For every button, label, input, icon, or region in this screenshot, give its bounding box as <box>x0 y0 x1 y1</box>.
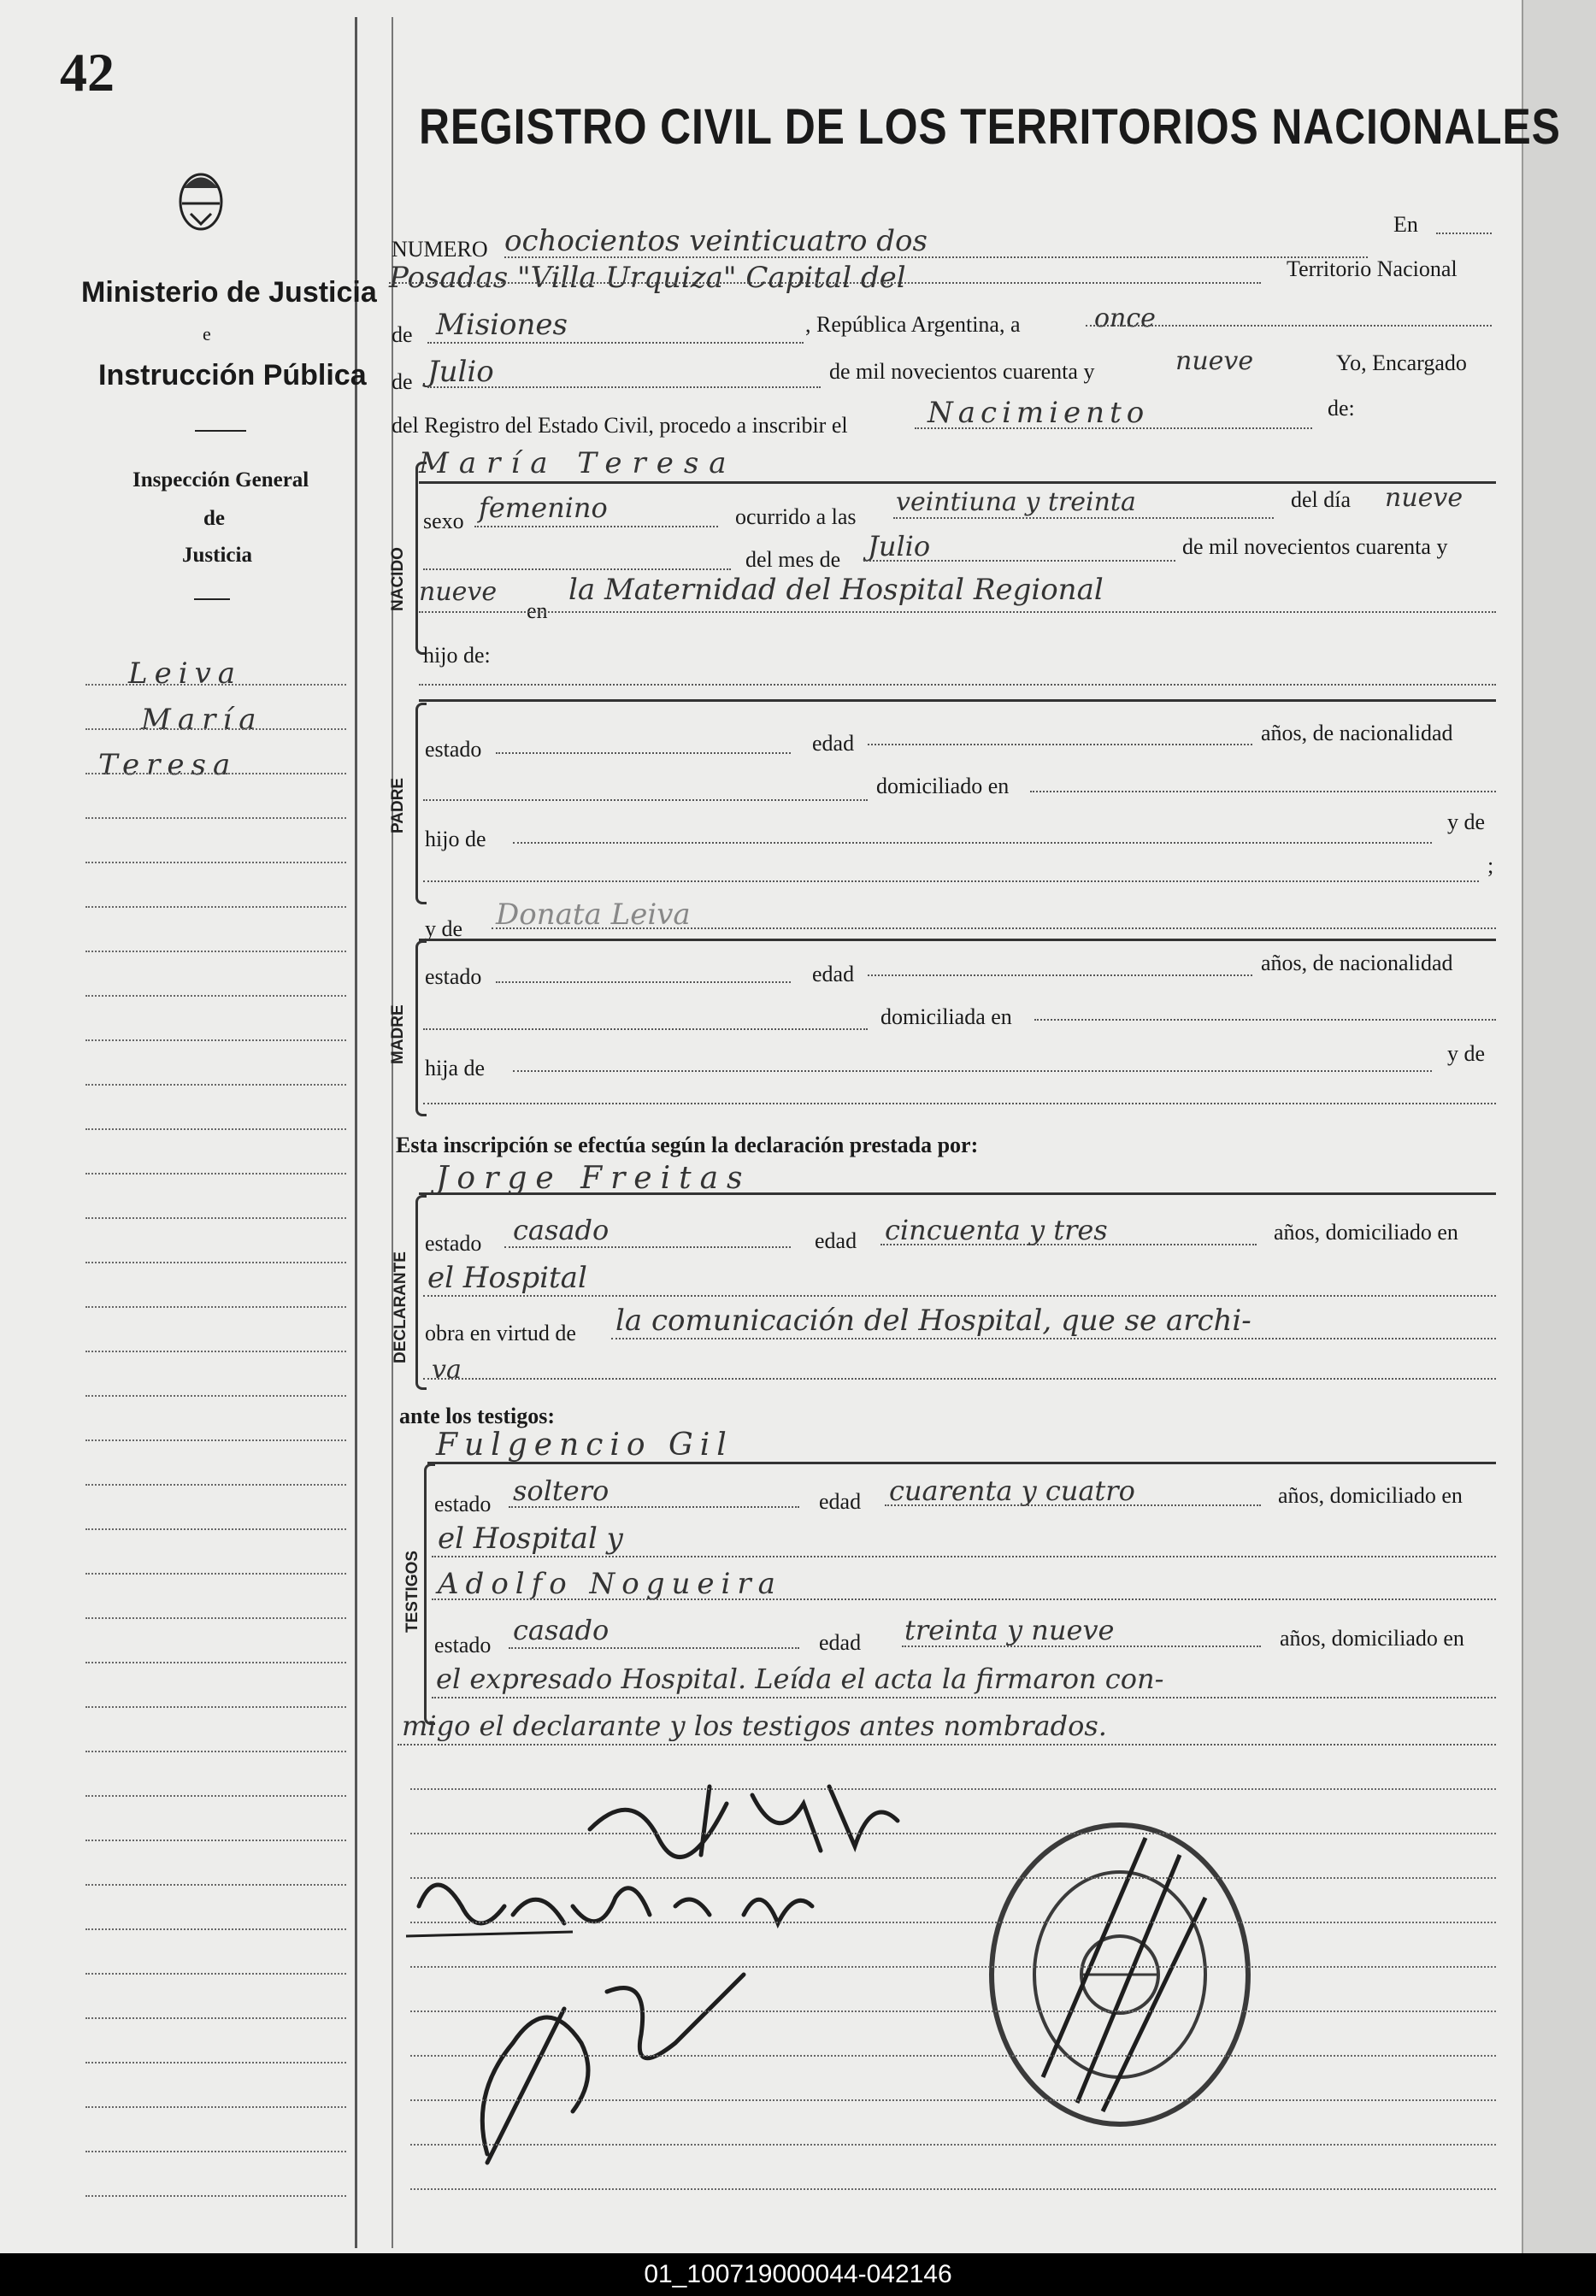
dotted-line <box>432 1598 1496 1600</box>
ruled-line <box>85 2195 346 2197</box>
padre-semicolon: ; <box>1487 853 1494 878</box>
ruled-line <box>85 1351 346 1352</box>
dotted-line <box>1436 233 1492 234</box>
ruled-line <box>85 1884 346 1886</box>
ruled-line <box>85 773 346 774</box>
ruled-line <box>85 2106 346 2108</box>
mes-label: del mes de <box>745 547 841 572</box>
testigos-label: TESTIGOS <box>403 1550 421 1633</box>
ruled-line <box>410 1922 1496 1923</box>
book-spine <box>1522 0 1596 2253</box>
dotted-line <box>504 1246 791 1248</box>
dotted-line <box>432 1556 1496 1557</box>
ruled-line <box>85 2062 346 2063</box>
sexo-label: sexo <box>423 509 464 533</box>
ruled-line <box>85 1128 346 1130</box>
declarante-address: el Hospital <box>427 1261 587 1295</box>
witness-2-estado-value: casado <box>513 1614 610 1646</box>
year-label: de mil novecientos cuarenta y <box>829 359 1095 384</box>
ruled-line <box>85 1751 346 1752</box>
nacido-year-label: de mil novecientos cuarenta y <box>1182 534 1448 559</box>
ruled-line <box>410 2144 1496 2146</box>
de-label: de <box>392 322 413 347</box>
ministry-line-3: Instrucción Pública <box>98 359 367 391</box>
dotted-line <box>427 386 821 388</box>
witness-1-address: el Hospital y <box>438 1522 623 1556</box>
ruled-line <box>85 1217 346 1219</box>
witness-1-anos-label: años, domiciliado en <box>1278 1483 1463 1508</box>
dotted-line <box>509 1506 799 1508</box>
ruled-line <box>410 1788 1496 1790</box>
year-value: nueve <box>1175 346 1254 376</box>
ruled-line <box>85 1084 346 1086</box>
margin-rule <box>392 17 393 2248</box>
ruled-line <box>85 1039 346 1041</box>
dotted-line <box>885 1504 1261 1506</box>
section-bracket <box>415 703 427 904</box>
dotted-line <box>419 611 1496 613</box>
padre-y-de-label: y de <box>1447 809 1486 834</box>
dotted-line <box>880 1244 1257 1245</box>
coat-of-arms-icon <box>175 162 227 235</box>
madre-name: Donata Leiva <box>496 898 691 932</box>
dotted-line <box>423 568 731 570</box>
dotted-line <box>496 981 791 983</box>
padre-domiciliado-label: domiciliado en <box>876 774 1010 798</box>
ruled-line <box>85 1928 346 1930</box>
madre-edad-label: edad <box>812 962 855 986</box>
ruled-line <box>85 1262 346 1263</box>
witness-2-anos-label: años, domiciliado en <box>1280 1626 1464 1651</box>
witness-2-address: el expresado Hospital. Leída el acta la firmaron con- <box>436 1663 1164 1695</box>
day-value: once <box>1094 303 1156 333</box>
madre-hija-label: hija de <box>425 1056 486 1080</box>
dotted-line <box>423 1028 868 1030</box>
declarante-edad-label: edad <box>815 1228 857 1253</box>
ocurrido-label: ocurrido a las <box>735 504 857 529</box>
dotted-line <box>509 1647 799 1649</box>
nacido-day-value: nueve <box>1385 483 1463 513</box>
ruled-line <box>85 951 346 952</box>
ruled-line <box>410 2055 1496 2057</box>
declarante-label: DECLARANTE <box>392 1251 409 1363</box>
de3-label: de: <box>1328 396 1355 421</box>
ruled-line <box>85 1840 346 1841</box>
sidebar-given-name-1: María <box>141 703 263 737</box>
del-dia-label: del día <box>1291 487 1352 512</box>
declarante-intro: Esta inscripción se efectúa según la declaración prestada por: <box>396 1133 979 1157</box>
territory-value: Misiones <box>436 308 568 342</box>
ruled-line <box>85 728 346 730</box>
dotted-line <box>513 842 1432 844</box>
padre-anos-label: años, de nacionalidad <box>1261 721 1453 745</box>
ruled-line <box>85 1439 346 1441</box>
madre-y-de2-label: y de <box>1447 1041 1486 1066</box>
section-bracket <box>415 462 427 655</box>
dotted-line <box>496 752 791 754</box>
ruled-line <box>85 1528 346 1530</box>
act-type-value: Nacimiento <box>928 396 1150 430</box>
madre-anos-label: años, de nacionalidad <box>1261 951 1453 975</box>
footer-image-id: 01_100719000044-042146 <box>0 2253 1596 2296</box>
ruled-line <box>85 1617 346 1619</box>
ruled-line <box>85 684 346 686</box>
witness-1-name: Fulgencio Gil <box>436 1428 733 1463</box>
obra-label: obra en virtud de <box>425 1321 576 1345</box>
official-stamp <box>975 1804 1265 2146</box>
declarante-estado-value: casado <box>513 1214 610 1246</box>
ruled-line <box>85 995 346 997</box>
witness-2-edad-label: edad <box>819 1630 862 1655</box>
en-label: en <box>527 598 548 623</box>
dotted-line <box>868 744 1252 745</box>
ruled-line <box>85 1662 346 1663</box>
sidebar-given-name-2: Teresa <box>98 748 238 782</box>
ruled-line <box>410 1877 1496 1879</box>
madre-y-de-label: y de <box>425 916 463 941</box>
dotted-line <box>868 974 1252 976</box>
madre-estado-label: estado <box>425 964 482 989</box>
dotted-line <box>427 342 804 344</box>
inspection-line-1: Inspección General <box>133 468 309 492</box>
sexo-value: femenino <box>479 492 608 524</box>
dotted-line <box>492 927 1496 929</box>
ruled-line <box>85 1395 346 1397</box>
nacido-year-value: nueve <box>419 577 498 607</box>
nacido-name: María Teresa <box>419 446 737 480</box>
birth-place-value: la Maternidad del Hospital Regional <box>568 573 1104 607</box>
dotted-line <box>1086 325 1492 327</box>
section-bracket <box>415 1195 427 1390</box>
ruled-line <box>85 2017 346 2019</box>
divider-line <box>194 598 230 600</box>
dotted-line <box>1034 1019 1496 1021</box>
solid-line <box>419 1192 1496 1195</box>
ruled-line <box>85 1795 346 1797</box>
nacido-month-value: Julio <box>868 530 931 562</box>
ruled-line <box>410 1833 1496 1834</box>
numero-value: ochocientos veinticuatro dos <box>504 224 928 258</box>
dotted-line <box>504 256 1368 258</box>
inspection-line-3: Justicia <box>182 544 252 567</box>
numero-label: NUMERO <box>392 237 488 262</box>
ruled-line <box>85 862 346 863</box>
padre-label: PADRE <box>389 777 407 833</box>
ruled-line <box>85 1484 346 1486</box>
obra-continuation: va <box>432 1355 462 1385</box>
yo-label: Yo, Encargado <box>1336 350 1467 375</box>
dotted-line <box>611 1338 1496 1339</box>
dotted-line <box>423 1295 1496 1297</box>
page-number: 42 <box>60 42 115 103</box>
dotted-line <box>423 880 1479 882</box>
sidebar-surname: Leiva <box>128 656 243 691</box>
dotted-line <box>423 1103 1496 1104</box>
ruled-line <box>85 817 346 819</box>
place-value: Posadas "Villa Urquiza" Capital del <box>389 261 906 295</box>
declarante-estado-label: estado <box>425 1231 482 1256</box>
republica-label: , República Argentina, a <box>805 312 1021 337</box>
en-label: En <box>1393 212 1418 237</box>
hour-value: veintiuna y treinta <box>896 487 1136 517</box>
ruled-line <box>410 2099 1496 2101</box>
dotted-line <box>389 282 1261 284</box>
witness-1-estado-value: soltero <box>513 1475 610 1507</box>
ruled-line <box>85 2151 346 2152</box>
witness-1-edad-value: cuarenta y cuatro <box>889 1475 1135 1507</box>
page-title: REGISTRO CIVIL DE LOS TERRITORIOS NACIONALES <box>419 99 1561 155</box>
solid-line <box>419 699 1496 702</box>
nacido-label: NACIDO <box>389 547 407 611</box>
madre-label: MADRE <box>389 1004 407 1064</box>
dotted-line <box>893 517 1274 519</box>
solid-line <box>427 1462 1496 1464</box>
dotted-line <box>902 1645 1261 1647</box>
month-value: Julio <box>427 355 494 389</box>
dotted-line <box>423 1378 1496 1380</box>
witness-2-name: Adolfo Nogueira <box>438 1567 782 1601</box>
ministry-line-1: Ministerio de Justicia <box>81 276 377 309</box>
dotted-line <box>1030 791 1496 792</box>
witness-1-estado-label: estado <box>434 1492 492 1516</box>
ministry-line-2: e <box>203 323 211 344</box>
witness-2-edad-value: treinta y nueve <box>904 1614 1115 1646</box>
ruled-line <box>85 1973 346 1975</box>
ruled-line <box>85 906 346 908</box>
ruled-line <box>410 2188 1496 2190</box>
closing-text: migo el declarante y los testigos antes nombrados. <box>402 1710 1107 1742</box>
ruled-line <box>410 1966 1496 1968</box>
sidebar-divider <box>355 17 357 2248</box>
hijo-label: hijo de: <box>423 643 491 668</box>
padre-hijo-label: hijo de <box>425 827 486 851</box>
solid-line <box>419 939 1496 941</box>
padre-edad-label: edad <box>812 731 855 756</box>
padre-estado-label: estado <box>425 737 482 762</box>
declarante-signature <box>581 1769 906 1863</box>
witness-1-edad-label: edad <box>819 1489 862 1514</box>
dotted-line <box>419 684 1496 686</box>
witness-2-estado-label: estado <box>434 1633 492 1657</box>
registro-label: del Registro del Estado Civil, procedo a inscribir el <box>392 413 848 438</box>
de2-label: de <box>392 369 413 394</box>
declarante-anos-label: años, domiciliado en <box>1274 1220 1458 1245</box>
territorio-label: Territorio Nacional <box>1287 256 1458 281</box>
ruled-line <box>85 1573 346 1575</box>
ruled-line <box>85 1173 346 1174</box>
dotted-line <box>513 1070 1432 1072</box>
dotted-line <box>863 560 1175 562</box>
dotted-line <box>474 526 718 527</box>
declarante-name: Jorge Freitas <box>436 1161 751 1196</box>
ruled-line <box>85 1306 346 1308</box>
ruled-line <box>85 1706 346 1708</box>
testigos-intro: ante los testigos: <box>399 1404 555 1428</box>
madre-domiciliada-label: domiciliada en <box>880 1004 1012 1029</box>
obra-value: la comunicación del Hospital, que se archi- <box>615 1304 1251 1338</box>
dotted-line <box>915 427 1312 429</box>
dotted-line <box>398 1744 1496 1746</box>
divider-line <box>195 430 246 432</box>
solid-line <box>419 481 1496 484</box>
dotted-line <box>423 799 868 801</box>
declarante-edad-value: cincuenta y tres <box>885 1214 1108 1246</box>
ruled-line <box>410 2010 1496 2012</box>
inspection-line-2: de <box>203 507 225 530</box>
dotted-line <box>432 1697 1496 1698</box>
